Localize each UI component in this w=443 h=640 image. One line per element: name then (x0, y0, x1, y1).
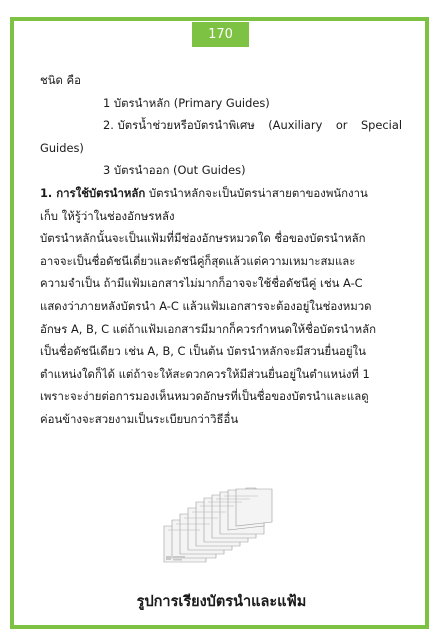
text-line: อักษร A, B, C แต่ถ้าแฟ้มเอกสารมีมากก็ควรกำหนดให้ชื่อบัตรนำหลัก (40, 321, 376, 336)
text-line: แสดงว่าภายหลังบัตรนำ A-C แล้วแฟ้มเอกสารจะต้องอยู่ในช่องหมวด (40, 298, 372, 313)
body-text (40, 69, 402, 431)
text-segment: Special (360, 118, 402, 133)
text-line: เป็นชื่อดัชนีเดียว เช่น A, B, C เป็นต้น บัตรนำหลักจะมีสวนยื่นอยู่ใน (40, 344, 366, 359)
page-number-text: 170 (208, 27, 233, 42)
text-line: ชนิด คือ (40, 73, 81, 87)
page-number (192, 22, 249, 47)
list-item-out-guides: 3 บัตรนำออก (Out Guides) (103, 163, 246, 178)
text-segment: or (335, 118, 348, 133)
list-item-auxiliary-guides (40, 114, 402, 137)
figure-caption: รูปการเรียงบัตรนำและแฟ้ม (136, 594, 307, 610)
text-line: ความจำเป็น ถ้ามีแฟ้มเอกสารไม่มากก็อาจจะใช้ชื่อดัชนีคู่ เช่น A-C (40, 276, 363, 291)
text-segment: บัตรนำหลักจะเป็นบัตรน่าสายตาของพนักงาน (145, 185, 368, 200)
text-segment: (Auxiliary (268, 118, 323, 133)
section-heading-line (40, 182, 402, 205)
section-heading: 1. การใช้บัตรนำหลัก (40, 185, 146, 200)
text-line: เพราะจะง่ายต่อการมองเห็นหมวดอักษรที่เป็นชื่อของบัตรนำและแลดู (40, 389, 369, 404)
text-line: เก็บ ให้รู้ว่าในช่องอักษรหลัง (40, 208, 175, 223)
text-line: อาจจะเป็นชื่อดัชนีเดี่ยวและดัชนีคู่ก็สุดแล้วแต่ความเหมาะสมและ (40, 253, 356, 268)
list-item-primary-guides: 1 บัตรนำหลัก (Primary Guides) (103, 95, 270, 110)
text-line: บัตรนำหลักนั้นจะเป็นแฟ้มที่มีช่องอักษรหมวดใด ชื่อของบัตรนำหลัก (40, 231, 366, 246)
text-segment: 2. บัตรน้ำช่วยหรือบัตรนำพิเศษ (103, 118, 255, 133)
text-line: ตำแหน่งใดก็ได้ แต่ถ้าจะให้สะดวกควรให้มีส่วนยื่นอยู่ในตำแหน่งที่ 1 (40, 366, 370, 381)
text-line: ค่อนข้างจะสวยงามเป็นระเบียบกว่าวิธีอื่น (40, 411, 239, 426)
file-guides-illustration (160, 486, 278, 564)
text-line: Guides) (40, 140, 84, 155)
